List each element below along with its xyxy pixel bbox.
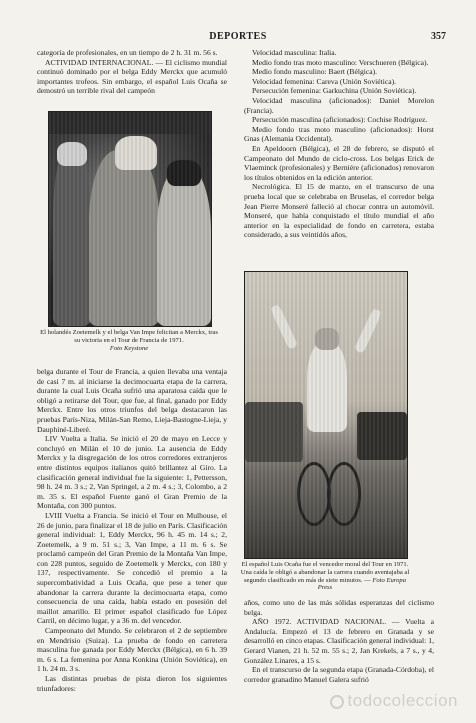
paragraph: Necrológica. El 15 de marzo, en el transcurso de una prueba local que se celebraba en Bruselas, el corredor belga Jean Pierre Monseré falleció al chocar contra un automóvil. Monseré, que había conquistado el título mundial el año anterior en la especialidad de fondo en carretera, estaba considerado, a sus veintidós años, [244,182,434,240]
list-item: Medio fondo tras moto masculino: Verschueren (Bélgica). [252,57,429,67]
paragraph: En Apeldoorn (Bélgica), el 28 de febrero, se disputó el Campeonato del Mundo de ciclo-cross. Los belgas Erick de Vlaeminck (profesionales) y Berniére (aficionados) renovaron los títulos obtenidos en la edición anterior. [244,143,434,182]
list-item: Velocidad masculina: Italia. [252,48,337,57]
watermark-logo [330,691,458,711]
watermark-icon [330,695,344,709]
right-column-bottom [244,598,434,684]
list-item: Velocidad masculina (aficionados): Daniel Morelon (Francia). [244,95,434,115]
watermark-text: todocoleccion [347,691,458,710]
caption-text: El holandés Zoetemelk y el belga Van Impe felicitan a Merckx, tras su victoria en el Tour de Francia de 1971. [40,329,218,344]
list-item: Medio fondo tras moto masculino (aficionados): Horst Gnas (Alemania Occidental). [244,124,434,144]
paragraph: AÑO 1972. ACTIVIDAD NACIONAL. — Vuelta a Andalucía. Empezó el 13 de febrero en Granada y se desarrolló en cinco etapas. Clasificación general individual: 1, Gerard Vianen, 21 h. 52 m. 55 s.; 2, Jan Krekels, a 7 s., y 4, González Linares, a 15 s. [244,617,434,665]
paragraph: En el transcurso de la segunda etapa (Granada-Córdoba), el corredor granadino Manuel Galera sufrió [244,665,434,684]
paragraph: LIV Vuelta a Italia. Se inició el 20 de mayo en Lecce y concluyó en Milán el 10 de junio. La ausencia de Eddy Merckx y la disgregación de los otros corredores extranjeros entre distintos equipos italianos quitó brillantez al Giro. La clasificación general individual fue la siguiente: 1, Pettersson, 98 h. 24 m. 3 s.; 2, Van Springel, a 2 m. 4 s.; 3, Colombo, a 2 m. 35 s. El español Fuente ganó el Gran Premio de la Montaña, con 300 puntos. [37,434,227,511]
list-item: Persecución femenina: Garkuchina (Unión Soviética). [252,86,417,96]
list-item: Medio fondo masculino: Baert (Bélgica). [252,67,378,77]
left-photo-caption [40,329,218,352]
list-item: Velocidad femenina: Careva (Unión Soviética). [252,76,397,86]
photo-merckx-podium [48,111,212,327]
page-header [30,31,446,45]
section-title: DEPORTES [209,31,267,42]
paragraph: categoría de profesionales, en un tiempo de 2 h. 31 m. 56 s. [37,48,218,57]
photo-credit: Foto Keystone [109,344,149,352]
paragraph: Campeonato del Mundo. Se celebraron el 2 de septiembre en Mendrisio (Suiza). La prueba de fondo en carretera masculina fue ganada por Eddy Merckx (Bélgica), en 6 h. 39 m. 6 s. La femenina por Anna Konkina (Unión Soviética), en 1 h. 24 m. 3 s. [37,626,227,674]
list-item: Persecución masculina (aficionados): Cochise Rodríguez. [252,115,428,125]
left-column-top [37,48,227,96]
paragraph: años, como uno de las más sólidas esperanzas del ciclismo belga. [244,598,434,617]
paragraph: belga durante el Tour de Francia, a quien llevaba una ventaja de casi 7 m. al iniciarse la decimocuarta etapa de la carrera, durante la cual Luis Ocaña sufrió una aparatosa caída que le obligó a retirarse del Tour, que fue, al final, ganado por Eddy Merckx. Entre los otros triunfos del belga destacaron las pruebas París-Niza, Milán-San Remo, Lieja-Bastogne-Lieja, y Dauphiné-Liberé. [37,367,227,434]
page-number: 357 [431,31,446,42]
paragraph: Las distintas pruebas de pista dieron los siguientes triunfadores: [37,674,227,693]
right-photo-caption: El español Luis Ocaña fue el vencedor moral del Tour en 1971. Una caída le obligó a abandonar la carrera cuando aventajaba al segundo clasificado en más de siete minutos. — Foto Europa Press [240,561,410,592]
right-column-top [244,48,434,240]
left-column-bottom [37,367,227,693]
photo-credit: Foto Europa Press [317,576,406,592]
caption-text: El español Luis Ocaña fue el vencedor moral del Tour en 1971. Una caída le obligó a abandonar la carrera cuando aventajaba al segundo clasificado en más de siete minutos. [240,561,410,584]
paragraph: LVIII Vuelta a Francia. Se inició el Tour en Mulhouse, el 26 de junio, para finalizar el 18 de julio en París. Clasificación general individual: 1, Eddy Merckx, 96 h. 45 m. 14 s.; 2, Zoetemelk, a 9 m. 51 s.; 3, Van Impe, a 11 m. 6 s. Se proclamó campeón del Gran Premio de la Montaña Van Impe, con 228 puntos, seguido de Zoetemelk y Merckx, con 180 y 137, respectivamente. Se concedió el premio a la supercombatividad a Luis Ocaña, que pese a tener que abandonar la carrera durante la decimocuarta etapa, como consecuencia de una caída, había estado en posesión del maillot amarillo. El primer español clasificado fue López Carril, en décimo lugar, y a 36 m. del vencedor. [37,510,227,626]
photo-ocana-finish [244,271,408,559]
paragraph: ACTIVIDAD INTERNACIONAL. — El ciclismo mundial continuó dominado por el belga Eddy Merckx que acumuló importantes trofeos. Sin embargo, el español Luis Ocaña se demostró un terrible rival del campeón [37,57,227,96]
